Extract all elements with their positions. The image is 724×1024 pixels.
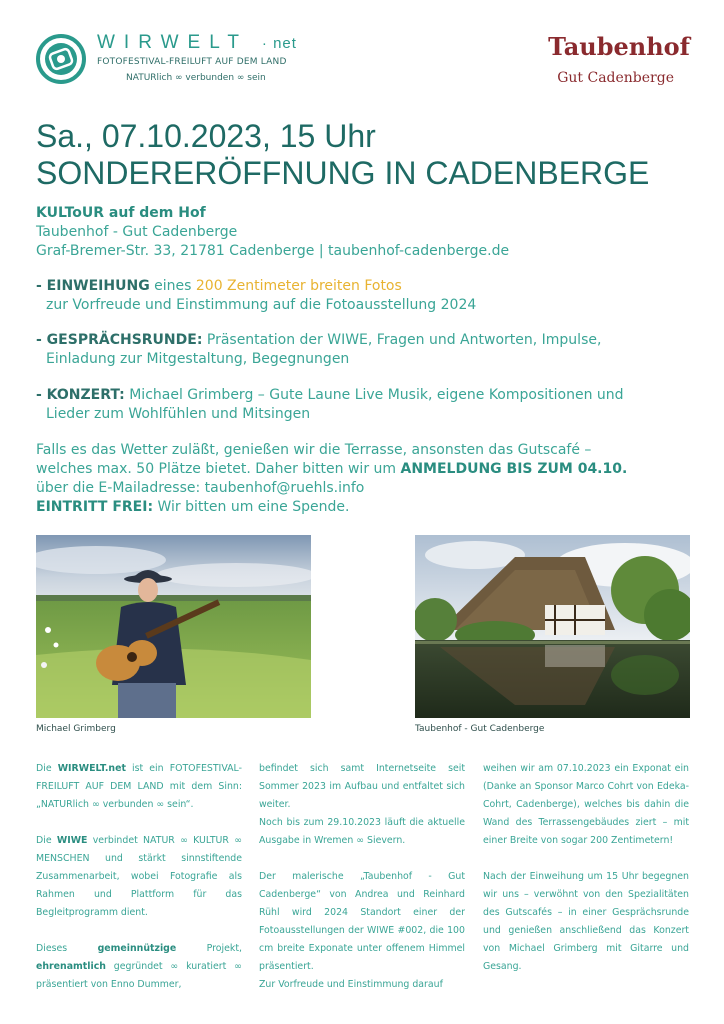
brand-name-text: WIRWELT [97, 32, 248, 53]
item-text-line2: Einladung zur Mitgestaltung, Begegnungen [46, 351, 350, 367]
text-column-1 [36, 760, 242, 1012]
text: ist ein FOTOFESTIVAL-FREILUFT AUF DEM LAND mit dem Sinn: „NATURlich ∞ verbunden ∞ sein“. [36, 763, 242, 810]
photo-taubenhof [415, 535, 690, 718]
text: Noch bis zum 29.10.2023 läuft die aktuelle Ausgabe in Wremen ∞ Sievern. [259, 817, 465, 846]
paragraph [36, 940, 242, 994]
text: Zur Vorfreude und Einstimmung darauf [259, 979, 443, 990]
weather-line2: welches max. 50 Plätze bietet. Daher bitten wir um [36, 461, 401, 477]
headline [36, 118, 696, 192]
text: Die [36, 763, 58, 774]
item-text: Michael Grimberg – Gute Laune Live Musik, eigene Kompositionen und [124, 387, 624, 403]
brand-suffix: · net [261, 35, 297, 52]
brand-subline: NATURlich ∞ verbunden ∞ sein [126, 73, 266, 83]
item-text: Präsentation der WIWE, Fragen und Antworten, Impulse, [202, 332, 602, 348]
event-name: KULToUR auf dem Hof [36, 205, 206, 221]
brand-tagline: FOTOFESTIVAL-FREILUFT AUF DEM LAND [97, 57, 287, 67]
donation-text: Wir bitten um eine Spende. [153, 499, 350, 515]
email-line: über die E-Mailadresse: taubenhof@ruehls.info [36, 480, 365, 496]
event-address: Graf-Bremer-Str. 33, 21781 Cadenberge | taubenhof-cadenberge.de [36, 243, 510, 259]
photo-caption-taubenhof: Taubenhof - Gut Cadenberge [415, 724, 545, 734]
paragraph [259, 760, 465, 850]
partner-logo-title: Taubenhof [548, 32, 690, 61]
text: Der malerische „Taubenhof - Gut Cadenberge“ von Andrea und Reinhard Rühl wird 2024 Standort einer der Fotoausstellungen der WIWE #002, die 100 cm breite Exponate unter offenem Himmel präsentiert. [259, 871, 465, 972]
text-bold: gemeinnützige [97, 943, 177, 954]
paragraph: Nach der Einweihung um 15 Uhr begegnen wir uns – verwöhnt von den Spezialitäten des Gutscafés – in einer Gesprächsrunde und genießen anschließend das Konzert von Michael Grimberg mit Gitarre und Gesang. [483, 871, 689, 972]
text: Die [36, 835, 57, 846]
text: verbindet NATUR ∞ KULTUR ∞ MENSCHEN und stärkt sinnstiftende Zusammenarbeit, wobei Fotografie als Rahmen und Plattform für das Begleitprogramm dient. [36, 835, 243, 918]
item-text: eines [149, 278, 196, 294]
text: gegründet ∞ kuratiert ∞ präsentiert von Enno Dummer, [36, 961, 242, 990]
text-column-2 [259, 760, 465, 1012]
program-item-gespraechsrunde [36, 331, 696, 369]
item-text-line2: Lieder zum Wohlfühlen und Mitsingen [46, 406, 311, 422]
registration-info [36, 441, 696, 517]
photo-michael-grimberg [36, 535, 311, 718]
item-lead: - KONZERT: [36, 387, 125, 403]
text: Projekt, [176, 943, 243, 954]
paragraph: weihen wir am 07.10.2023 ein Exponat ein (Danke an Sponsor Marco Cohrt von Edeka-Cohrt, Cadenberge), welches bis dahin die Wand des Terrassengebäudes ziert – mit einer Breite von sogar 200 Zentimetern! [483, 763, 689, 846]
event-venue: Taubenhof - Gut Cadenberge [36, 224, 238, 240]
partner-logo-subtitle: Gut Cadenberge [557, 70, 674, 86]
paragraph [36, 832, 242, 922]
text: Dieses [36, 943, 98, 954]
paragraph [36, 760, 242, 814]
paragraph [259, 868, 465, 994]
text-bold: WIWE [56, 835, 88, 846]
brand-name [97, 32, 297, 54]
photo-caption-grimberg: Michael Grimberg [36, 724, 116, 734]
program-item-konzert [36, 386, 696, 424]
text-bold: WIRWELT.net [57, 763, 126, 774]
entry-free-label: EINTRITT FREI: [36, 499, 154, 515]
registration-deadline: ANMELDUNG BIS ZUM 04.10. [400, 461, 628, 477]
item-lead: - GESPRÄCHSRUNDE: [36, 332, 203, 348]
text: befindet sich samt Internetseite seit Sommer 2023 im Aufbau und entfaltet sich weiter. [259, 763, 465, 810]
event-info [36, 204, 696, 261]
brand-block [97, 32, 297, 83]
text-bold: ehrenamtlich [36, 961, 106, 972]
wirwelt-logo-icon [36, 34, 86, 84]
item-highlight: 200 Zentimeter breiten Fotos [195, 278, 402, 294]
item-text-line2: zur Vorfreude und Einstimmung auf die Fotoausstellung 2024 [46, 297, 477, 313]
headline-date: Sa., 07.10.2023, 15 Uhr [36, 118, 376, 154]
text-column-3 [483, 760, 689, 994]
program-item-einweihung [36, 277, 696, 315]
weather-line1: Falls es das Wetter zuläßt, genießen wir die Terrasse, ansonsten das Gutscafé – [36, 442, 592, 458]
headline-title: SONDERERÖFFNUNG IN CADENBERGE [36, 155, 650, 191]
item-lead: - EINWEIHUNG [36, 278, 150, 294]
